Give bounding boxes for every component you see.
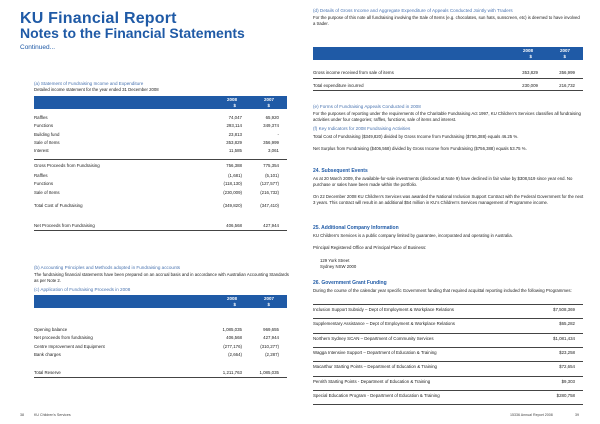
row-label: Interest	[34, 148, 49, 154]
table-row	[34, 132, 287, 138]
table-row	[34, 123, 287, 129]
table-row	[34, 173, 287, 179]
table-row	[313, 393, 583, 399]
row-value-2007: 969,655	[263, 327, 279, 332]
rule-line	[313, 90, 583, 91]
section-a-heading: (a) Statement of Fundraising Income and Expenditure	[34, 81, 144, 86]
row-value-2007: $65,282	[559, 321, 575, 327]
footer-left-text: KU Children's Services	[34, 413, 71, 417]
row-value-2008: 11,585	[228, 148, 242, 154]
row-value-2007: 356,999	[559, 70, 575, 75]
table-row	[313, 364, 583, 370]
row-label: Functions	[34, 123, 54, 129]
row-value-2008: (118,130)	[223, 181, 242, 187]
row-value-2007: 775,354	[263, 162, 279, 168]
section-f-heading: (f) Key Indicators for 2008 Fundraising Activities	[313, 126, 411, 131]
row-value-2007: $9,303	[561, 378, 575, 384]
rule-line	[313, 404, 583, 405]
table-row	[34, 352, 287, 358]
row-value-2007: (127,577)	[260, 181, 279, 187]
row-value-2008: 406,568	[226, 335, 242, 341]
row-value-2007: (2,287)	[265, 351, 279, 357]
table-row	[313, 83, 583, 89]
currency-label: $	[267, 302, 270, 307]
table-row	[34, 327, 287, 333]
table-row	[34, 148, 287, 154]
rule-line	[34, 377, 287, 378]
row-value-2007: -	[277, 131, 279, 137]
row-value-2007: $72,654	[559, 364, 575, 370]
section-b-heading: (b) Accounting Principles and Methods adopted in Fundraising accounts	[34, 265, 181, 270]
rule-line	[313, 304, 583, 305]
table-row	[313, 307, 583, 313]
row-value-2008: 293,114	[226, 123, 242, 129]
row-value-2008: (2,664)	[228, 351, 242, 357]
rule-line	[313, 333, 583, 334]
row-value-2007: 216,732	[559, 83, 575, 88]
row-value-2008: 74,047	[228, 115, 242, 120]
report-title: KU Financial Report	[20, 10, 177, 27]
row-label: Inclusion Support Subsidy – Dept of Employment & Workplace Relations	[313, 307, 454, 312]
section-e-heading: (e) Forms of Fundraising Appeals Conducted in 2008	[313, 104, 421, 109]
table-row	[34, 344, 287, 350]
row-value-2007: 65,920	[265, 115, 279, 120]
section-b-text: The fundraising financial statements have been prepared on an accrual basis and in accordance with Australian Accounting Standards as per Note 2.	[34, 272, 289, 283]
col-2008: 2008	[226, 296, 237, 301]
section-e-text: For the purposes of reporting under the requirements of the Charitable Fundraising Act 1997, KU Children's Services classifies all fundraising activities under four categories; raffles, functions, sale of items and interest.	[313, 111, 581, 122]
rule-line	[313, 376, 583, 377]
row-label: Net proceeds from fundraising	[34, 335, 93, 341]
rule-line	[313, 390, 583, 391]
row-label: Wagga Intensive Support – Department of Education & Training	[313, 349, 437, 355]
row-value-2008: 353,829	[522, 70, 538, 75]
row-label: Opening balance	[34, 327, 68, 332]
row-label: Building fund	[34, 131, 60, 137]
table-row	[313, 379, 583, 385]
row-label: Special Education Program - Department of Education & Training	[313, 392, 440, 398]
table-c-header	[34, 295, 287, 308]
row-value-2008: (230,009)	[223, 189, 242, 195]
row-value-2007: (347,410)	[260, 203, 279, 209]
rule-line	[313, 361, 583, 362]
row-label: Penrith Starting Points - Department of Education & Training	[313, 378, 431, 384]
row-label: Centre Improvement and Equipment	[34, 343, 105, 349]
section-d-text: For the purpose of this note all fundraising involving the Sale of Items (e.g. chocolates, sun hats, sunscreen, etc) is deemed to have involved a trader.	[313, 15, 580, 26]
section-f-line1: Total Cost of Fundraising ($349,820) divided by Gross Income from Fundraising ($756,388) equals 46.25 %.	[313, 134, 519, 139]
row-value-2007: $7,508,369	[553, 307, 575, 312]
continued-label: Continued...	[20, 44, 56, 51]
row-label: Sale of Items	[34, 139, 60, 145]
col-2007: 2007	[263, 296, 274, 301]
address-line-1: 129 York Street	[320, 258, 350, 263]
row-value-2007: (216,732)	[260, 189, 279, 195]
table-row	[34, 163, 287, 169]
currency-label: $	[267, 103, 270, 108]
table-row	[313, 336, 583, 342]
rule-line	[313, 318, 583, 319]
note-24-p2: On 22 December 2008 KU Children's Services was awarded the National Inclusion Support Contract with the Federal Government for the next 3 years. This contract will result in an additional $54 million in KU's Children's Services management of Programme income.	[313, 194, 584, 205]
section-c-heading: (c) Application of Fundraising Proceeds in 2008	[34, 287, 131, 292]
currency-label: $	[529, 54, 532, 59]
row-value-2008: (277,176)	[223, 343, 242, 349]
table-row	[34, 335, 287, 341]
table-row	[34, 140, 287, 146]
row-label: Gross Proceeds from Fundraising	[34, 162, 100, 168]
col-2007: 2007	[263, 97, 274, 102]
row-label: Bank charges	[34, 351, 61, 357]
row-label: Total expenditure incurred	[313, 83, 364, 88]
row-label: Supplementary Assistance – Dept of Employment & Workplace Relations	[313, 321, 455, 327]
row-value-2007: 349,374	[263, 123, 279, 129]
currency-label: $	[233, 103, 236, 108]
rule-line	[34, 230, 287, 231]
row-label: Functions	[34, 181, 54, 187]
row-value-2007: (5,101)	[265, 172, 279, 178]
col-2007: 2007	[559, 48, 570, 53]
row-value-2007: $280,758	[556, 392, 575, 398]
table-row	[34, 370, 287, 376]
row-value-2007: 1,085,035	[259, 370, 279, 376]
row-label: Raffles	[34, 115, 48, 120]
table-d-header	[313, 47, 583, 60]
table-row	[313, 70, 583, 76]
table-row	[34, 115, 287, 121]
note-26-heading: 26. Government Grant Funding	[313, 280, 387, 286]
row-value-2007: 3,061	[268, 148, 279, 154]
row-value-2007: $23,258	[559, 349, 575, 355]
footer-right-text: 15336 Annual Report 2008	[510, 413, 553, 417]
address-line-2: Sydney NSW 2000	[320, 264, 357, 269]
section-f-line2: Net Surplus from Fundraising ($406,568) divided by Gross Income from Fundraising ($756,388) equals 53.75 %.	[313, 146, 527, 151]
row-value-2007: 427,944	[263, 335, 279, 341]
row-value-2008: 406,568	[226, 223, 242, 229]
row-value-2007: $1,081,434	[553, 335, 575, 341]
row-label: Northern Sydney SCAN – Department of Community Services	[313, 335, 434, 341]
note-25-p2: Principal Registered Office and Principal Place of Business:	[313, 245, 427, 250]
row-value-2008: (1,681)	[228, 172, 242, 178]
rule-line	[34, 159, 287, 160]
row-label: Net Proceeds from Fundraising	[34, 223, 95, 229]
rule-line	[313, 78, 583, 79]
row-label: Macarthur Starting Points – Department of Education & Training	[313, 364, 437, 370]
table-row	[313, 321, 583, 327]
note-24-p1: As at 20 March 2009, the available-for-sale investments (disclosed at Note 9) have declined in fair value by $308,519 since year end. No purchase or sales have been made within the portfolio.	[313, 176, 573, 187]
row-value-2007: (310,277)	[260, 343, 279, 349]
rule-line	[313, 347, 583, 348]
note-24-heading: 24. Subsequent Events	[313, 168, 368, 174]
col-2008: 2008	[226, 97, 237, 102]
note-25-p1: KU Children's Services is a public company limited by guarantee, incorporated and operating in Australia.	[313, 233, 513, 238]
row-label: Sale of Items	[34, 189, 60, 195]
row-label: Gross income received from sale of items	[313, 70, 394, 75]
table-a-header	[34, 96, 287, 109]
footer-left-page: 38	[20, 413, 24, 417]
table-row	[34, 190, 287, 196]
col-2008: 2008	[522, 48, 533, 53]
row-value-2007: 356,999	[263, 139, 279, 145]
row-label: Raffles	[34, 172, 48, 178]
currency-label: $	[563, 54, 566, 59]
row-value-2008: (349,820)	[223, 203, 242, 209]
row-value-2008: 230,009	[522, 83, 538, 88]
row-value-2008: 1,211,763	[222, 370, 242, 376]
table-row	[313, 350, 583, 356]
note-25-heading: 25. Additional Company Information	[313, 225, 399, 231]
note-26-p1: During the course of the calendar year specific Government funding that required acquittal reporting included the following Programmes:	[313, 288, 572, 293]
table-row	[34, 223, 287, 229]
row-label: Total Cost of Fundraising	[34, 203, 83, 209]
row-label: Total Reserve	[34, 370, 61, 376]
footer-right-page: 39	[575, 413, 579, 417]
row-value-2008: 23,813	[228, 131, 242, 137]
table-row	[34, 203, 287, 209]
table-row	[34, 181, 287, 187]
row-value-2008: 353,829	[226, 139, 242, 145]
row-value-2008: 756,388	[226, 162, 242, 168]
section-d-heading: (d) Details of Gross Income and Aggregate Expenditure of Appeals Conducted Jointly with Traders	[313, 8, 513, 13]
report-subtitle: Notes to the Financial Statements	[20, 25, 245, 41]
currency-label: $	[233, 302, 236, 307]
row-value-2008: 1,085,035	[222, 327, 242, 332]
section-a-desc: Detailed income statement for the year ended 31 December 2008	[34, 87, 159, 92]
row-value-2007: 427,944	[263, 223, 279, 229]
